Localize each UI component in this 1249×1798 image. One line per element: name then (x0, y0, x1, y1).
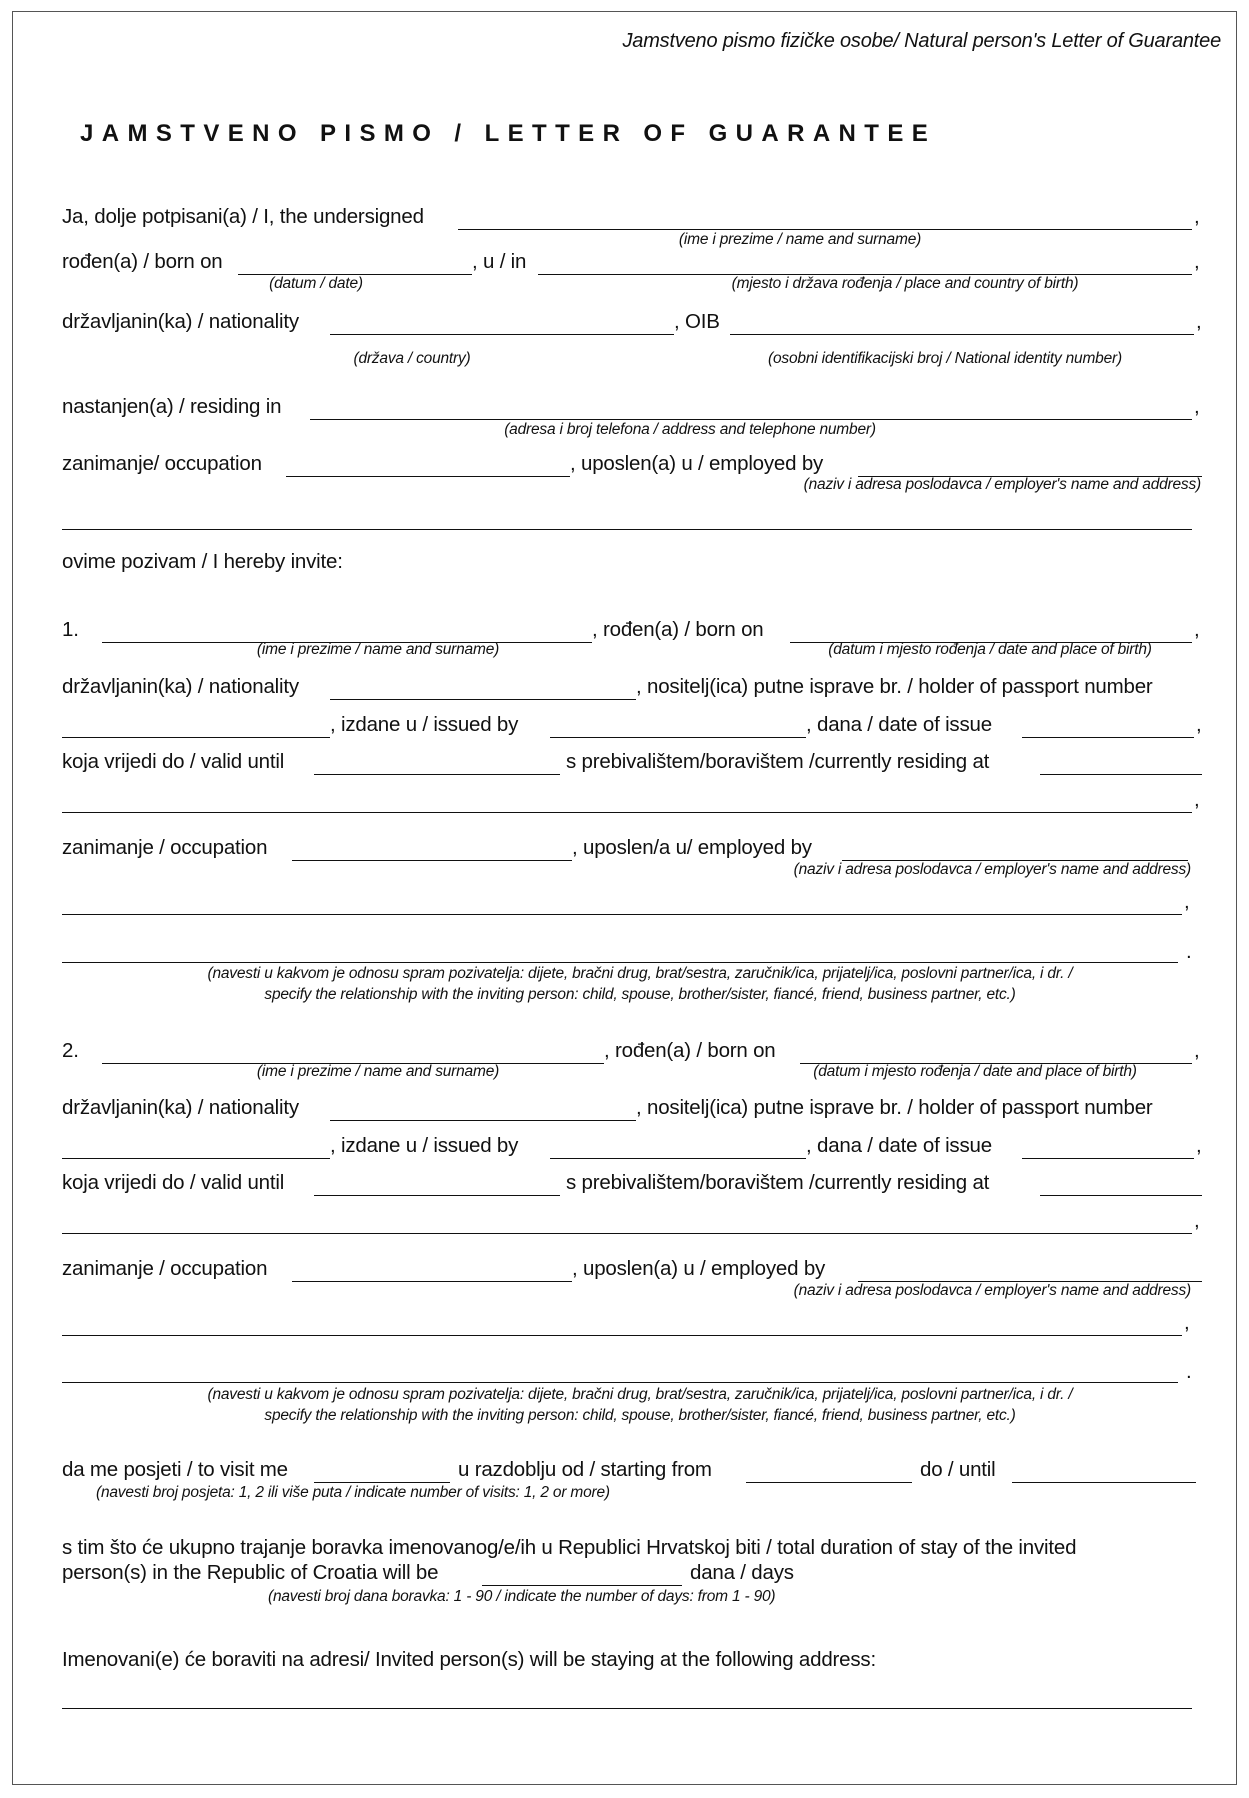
invitee-2-name-hint: (ime i prezime / name and surname) (256, 1063, 500, 1080)
comma: , (1196, 310, 1202, 333)
comma: , (1184, 1311, 1190, 1334)
invitee-1-nationality-label: državljanin(ka) / nationality (62, 675, 299, 698)
start-date-input[interactable] (746, 1459, 912, 1481)
invitee-2-valid-field[interactable] (314, 1171, 560, 1196)
guarantor-name-hint: (ime i prezime / name and surname) (678, 231, 922, 248)
invitee-1-born-label: , rođen(a) / born on (592, 618, 764, 641)
country-hint: (država / country) (353, 350, 471, 367)
invitee-2-issued-input[interactable] (550, 1135, 806, 1157)
comma: , (1196, 713, 1202, 736)
period: . (1186, 1360, 1192, 1383)
invitee-1-valid-field[interactable] (314, 750, 560, 775)
invitee-1-issue-date-field[interactable] (1022, 713, 1194, 738)
invite-label: ovime pozivam / I hereby invite: (62, 550, 343, 573)
invitee-1-residing-label: s prebivalištem/boravištem /currently residing at (566, 750, 990, 773)
invitee-2-employer-continued-input[interactable] (62, 1312, 1182, 1334)
guarantor-nationality-input[interactable] (330, 311, 674, 333)
birth-place-hint: (mjesto i država rođenja / place and country of birth) (731, 275, 1079, 292)
invitee-1-passport-input[interactable] (62, 714, 330, 736)
visit-count-field[interactable] (314, 1458, 450, 1483)
employed-by-label: , uposlen(a) u / employed by (570, 452, 824, 475)
invitee-1-birth-hint: (datum i mjesto rođenja / date and place of birth) (828, 641, 1152, 658)
period: . (1186, 940, 1192, 963)
stay-address-label: Imenovani(e) će boraviti na adresi/ Invited person(s) will be staying at the following address: (62, 1648, 876, 1671)
invitee-2-issued-field[interactable] (550, 1134, 806, 1159)
invitee-1-residence-field[interactable] (1040, 750, 1202, 775)
comma: , (1194, 1209, 1200, 1232)
invitee-1-employer-hint: (naziv i adresa poslodavca / employer's name and address) (793, 861, 1191, 878)
comma: , (1194, 395, 1200, 418)
invitee-1-valid-input[interactable] (314, 751, 560, 773)
guarantor-address-input[interactable] (310, 396, 1192, 418)
invitee-2-issue-date-input[interactable] (1022, 1135, 1194, 1157)
starting-from-label: u razdoblju od / starting from (458, 1458, 712, 1481)
guarantor-address-field[interactable] (310, 395, 1192, 420)
invitee-2-employed-label: , uposlen(a) u / employed by (572, 1257, 826, 1280)
invitee-1-name-input[interactable] (102, 619, 592, 641)
stay-address-field[interactable] (62, 1684, 1192, 1709)
invitee-1-relationship-field[interactable] (62, 938, 1178, 963)
invitee-1-issued-field[interactable] (550, 713, 806, 738)
invitee-2-occupation-field[interactable] (292, 1257, 572, 1282)
invitee-2-residence-field[interactable] (1040, 1171, 1202, 1196)
guarantor-occupation-input[interactable] (286, 453, 570, 475)
invitee-2-residence-continued-field[interactable] (62, 1209, 1192, 1234)
invitee-1-issued-label: , izdane u / issued by (330, 713, 519, 736)
invitee-1-issue-date-label: , dana / date of issue (806, 713, 992, 736)
invitee-2-relationship-input[interactable] (62, 1359, 1178, 1381)
invitee-2-valid-input[interactable] (314, 1172, 560, 1194)
end-date-input[interactable] (1012, 1459, 1196, 1481)
duration-text-line-1: s tim što će ukupno trajanje boravka imenovanog/e/ih u Republici Hrvatskoj biti / total duration of stay of the invited (62, 1536, 1077, 1559)
invitee-2-issued-label: , izdane u / issued by (330, 1134, 519, 1157)
visit-count-input[interactable] (314, 1459, 450, 1481)
invitee-2-employer-field[interactable] (858, 1257, 1202, 1282)
invitee-2-employer-continued-field[interactable] (62, 1311, 1182, 1336)
invitee-2-employer-hint: (naziv i adresa poslodavca / employer's name and address) (793, 1282, 1191, 1299)
document-title: JAMSTVENO PISMO / LETTER OF GUARANTEE (80, 120, 937, 147)
guarantor-employer-continued-field[interactable] (62, 505, 1192, 530)
invitee-2-nationality-field[interactable] (330, 1096, 636, 1121)
guarantor-employer-field[interactable] (858, 452, 1202, 477)
comma: , (1196, 1134, 1202, 1157)
stay-address-input[interactable] (62, 1685, 1192, 1707)
comma: , (1194, 205, 1200, 228)
until-label: do / until (920, 1458, 996, 1481)
guarantor-oib-field[interactable] (730, 310, 1194, 335)
invitee-2-passport-field[interactable] (62, 1134, 330, 1159)
invitee-2-valid-label: koja vrijedi do / valid until (62, 1171, 285, 1194)
invitee-2-occupation-input[interactable] (292, 1258, 572, 1280)
invitee-2-name-input[interactable] (102, 1040, 604, 1062)
invitee-1-birth-field[interactable] (790, 618, 1192, 643)
invitee-2-name-field[interactable] (102, 1039, 604, 1064)
invitee-1-occupation-field[interactable] (292, 836, 572, 861)
invitee-1-employer-input[interactable] (842, 837, 1188, 859)
invitee-2-issue-date-label: , dana / date of issue (806, 1134, 992, 1157)
guarantor-name-field[interactable] (458, 205, 1192, 230)
invitee-1-name-hint: (ime i prezime / name and surname) (256, 641, 500, 658)
invitee-1-issue-date-input[interactable] (1022, 714, 1194, 736)
invitee-2-passport-input[interactable] (62, 1135, 330, 1157)
invitee-2-birth-hint: (datum i mjesto rođenja / date and place of birth) (813, 1063, 1137, 1080)
invitee-1-residence-input[interactable] (1040, 751, 1202, 773)
born-on-label: rođen(a) / born on (62, 250, 223, 273)
oib-hint: (osobni identifikacijski broj / National identity number) (768, 350, 1122, 367)
visits-hint: (navesti broj posjeta: 1, 2 ili više puta / indicate number of visits: 1, 2 or more) (96, 1484, 610, 1501)
invitee-1-relationship-hint-1: (navesti u kakvom je odnosu spram pozivatelja: dijete, bračni drug, brat/sestra, zaručnik/ica, prijatelj/ica, poslovni partner/ica, i dr. / (207, 965, 1073, 982)
comma: , (1184, 890, 1190, 913)
oib-label: , OIB (674, 310, 720, 333)
invitee-1-nationality-input[interactable] (330, 676, 636, 698)
duration-text-line-2: person(s) in the Republic of Croatia will be (62, 1561, 439, 1584)
undersigned-label: Ja, dolje potpisani(a) / I, the undersigned (62, 205, 424, 228)
days-hint: (navesti broj dana boravka: 1 - 90 / indicate the number of days: from 1 - 90) (268, 1588, 776, 1605)
invitee-2-relationship-field[interactable] (62, 1358, 1178, 1383)
invitee-2-born-label: , rođen(a) / born on (604, 1039, 776, 1062)
visit-label: da me posjeti / to visit me (62, 1458, 288, 1481)
address-hint: (adresa i broj telefona / address and telephone number) (504, 421, 876, 438)
invitee-1-residence-continued-field[interactable] (62, 788, 1192, 813)
invitee-1-employed-label: , uposlen/a u/ employed by (572, 836, 812, 859)
invitee-1-employer-field[interactable] (842, 836, 1188, 861)
guarantor-birth-place-input[interactable] (538, 251, 1192, 273)
invitee-2-residence-continued-input[interactable] (62, 1210, 1192, 1232)
invitee-2-nationality-input[interactable] (330, 1097, 636, 1119)
invitee-2-relationship-hint-2: specify the relationship with the inviting person: child, spouse, brother/sister, fiancé, friend, business partner, etc.) (264, 1407, 1016, 1424)
invitee-1-employer-continued-input[interactable] (62, 891, 1182, 913)
birth-date-hint: (datum / date) (269, 275, 363, 292)
comma: , (1194, 618, 1200, 641)
nationality-label: državljanin(ka) / nationality (62, 310, 299, 333)
invitee-1-employer-continued-field[interactable] (62, 890, 1182, 915)
invitee-1-relationship-input[interactable] (62, 939, 1178, 961)
employer-hint: (naziv i adresa poslodavca / employer's name and address) (803, 476, 1201, 493)
occupation-label: zanimanje/ occupation (62, 452, 262, 475)
invitee-1-name-field[interactable] (102, 618, 592, 643)
invitee-1-birth-input[interactable] (790, 619, 1192, 641)
residing-label: nastanjen(a) / residing in (62, 395, 282, 418)
invitee-2-passport-label: , nositelj(ica) putne isprave br. / holder of passport number (636, 1096, 1153, 1119)
guarantor-oib-input[interactable] (730, 311, 1194, 333)
guarantor-birth-date-field[interactable] (238, 250, 472, 275)
days-input[interactable] (482, 1562, 682, 1584)
guarantor-nationality-field[interactable] (330, 310, 674, 335)
guarantor-occupation-field[interactable] (286, 452, 570, 477)
invitee-2-nationality-label: državljanin(ka) / nationality (62, 1096, 299, 1119)
running-header: Jamstveno pismo fizičke osobe/ Natural person's Letter of Guarantee (622, 30, 1221, 52)
invitee-2-residence-input[interactable] (1040, 1172, 1202, 1194)
invitee-2-occupation-label: zanimanje / occupation (62, 1257, 268, 1280)
days-field[interactable] (482, 1561, 682, 1586)
days-label: dana / days (690, 1561, 794, 1584)
comma: , (1194, 788, 1200, 811)
guarantor-employer-continued-input[interactable] (62, 506, 1192, 528)
guarantor-birth-date-input[interactable] (238, 251, 472, 273)
comma: , (1194, 1039, 1200, 1062)
invitee-1-relationship-hint-2: specify the relationship with the inviting person: child, spouse, brother/sister, fiancé, friend, business partner, etc.) (264, 986, 1016, 1003)
guarantor-employer-input[interactable] (858, 453, 1202, 475)
invitee-1-nationality-field[interactable] (330, 675, 636, 700)
invitee-1-passport-label: , nositelj(ica) putne isprave br. / holder of passport number (636, 675, 1153, 698)
guarantor-name-input[interactable] (458, 206, 1192, 228)
invitee-1-number: 1. (62, 618, 79, 641)
end-date-field[interactable] (1012, 1458, 1196, 1483)
invitee-1-residence-continued-input[interactable] (62, 789, 1192, 811)
invitee-2-birth-input[interactable] (800, 1040, 1192, 1062)
invitee-2-number: 2. (62, 1039, 79, 1062)
start-date-field[interactable] (746, 1458, 912, 1483)
invitee-2-issue-date-field[interactable] (1022, 1134, 1194, 1159)
invitee-1-passport-field[interactable] (62, 713, 330, 738)
invitee-2-employer-input[interactable] (858, 1258, 1202, 1280)
guarantor-birth-place-field[interactable] (538, 250, 1192, 275)
invitee-1-valid-label: koja vrijedi do / valid until (62, 750, 285, 773)
comma: , (1194, 250, 1200, 273)
invitee-1-issued-input[interactable] (550, 714, 806, 736)
born-in-label: , u / in (472, 250, 527, 273)
invitee-1-occupation-label: zanimanje / occupation (62, 836, 268, 859)
invitee-2-residing-label: s prebivalištem/boravištem /currently residing at (566, 1171, 990, 1194)
invitee-1-occupation-input[interactable] (292, 837, 572, 859)
invitee-2-birth-field[interactable] (800, 1039, 1192, 1064)
invitee-2-relationship-hint-1: (navesti u kakvom je odnosu spram pozivatelja: dijete, bračni drug, brat/sestra, zaručnik/ica, prijatelj/ica, poslovni partner/ica, i dr. / (207, 1386, 1073, 1403)
